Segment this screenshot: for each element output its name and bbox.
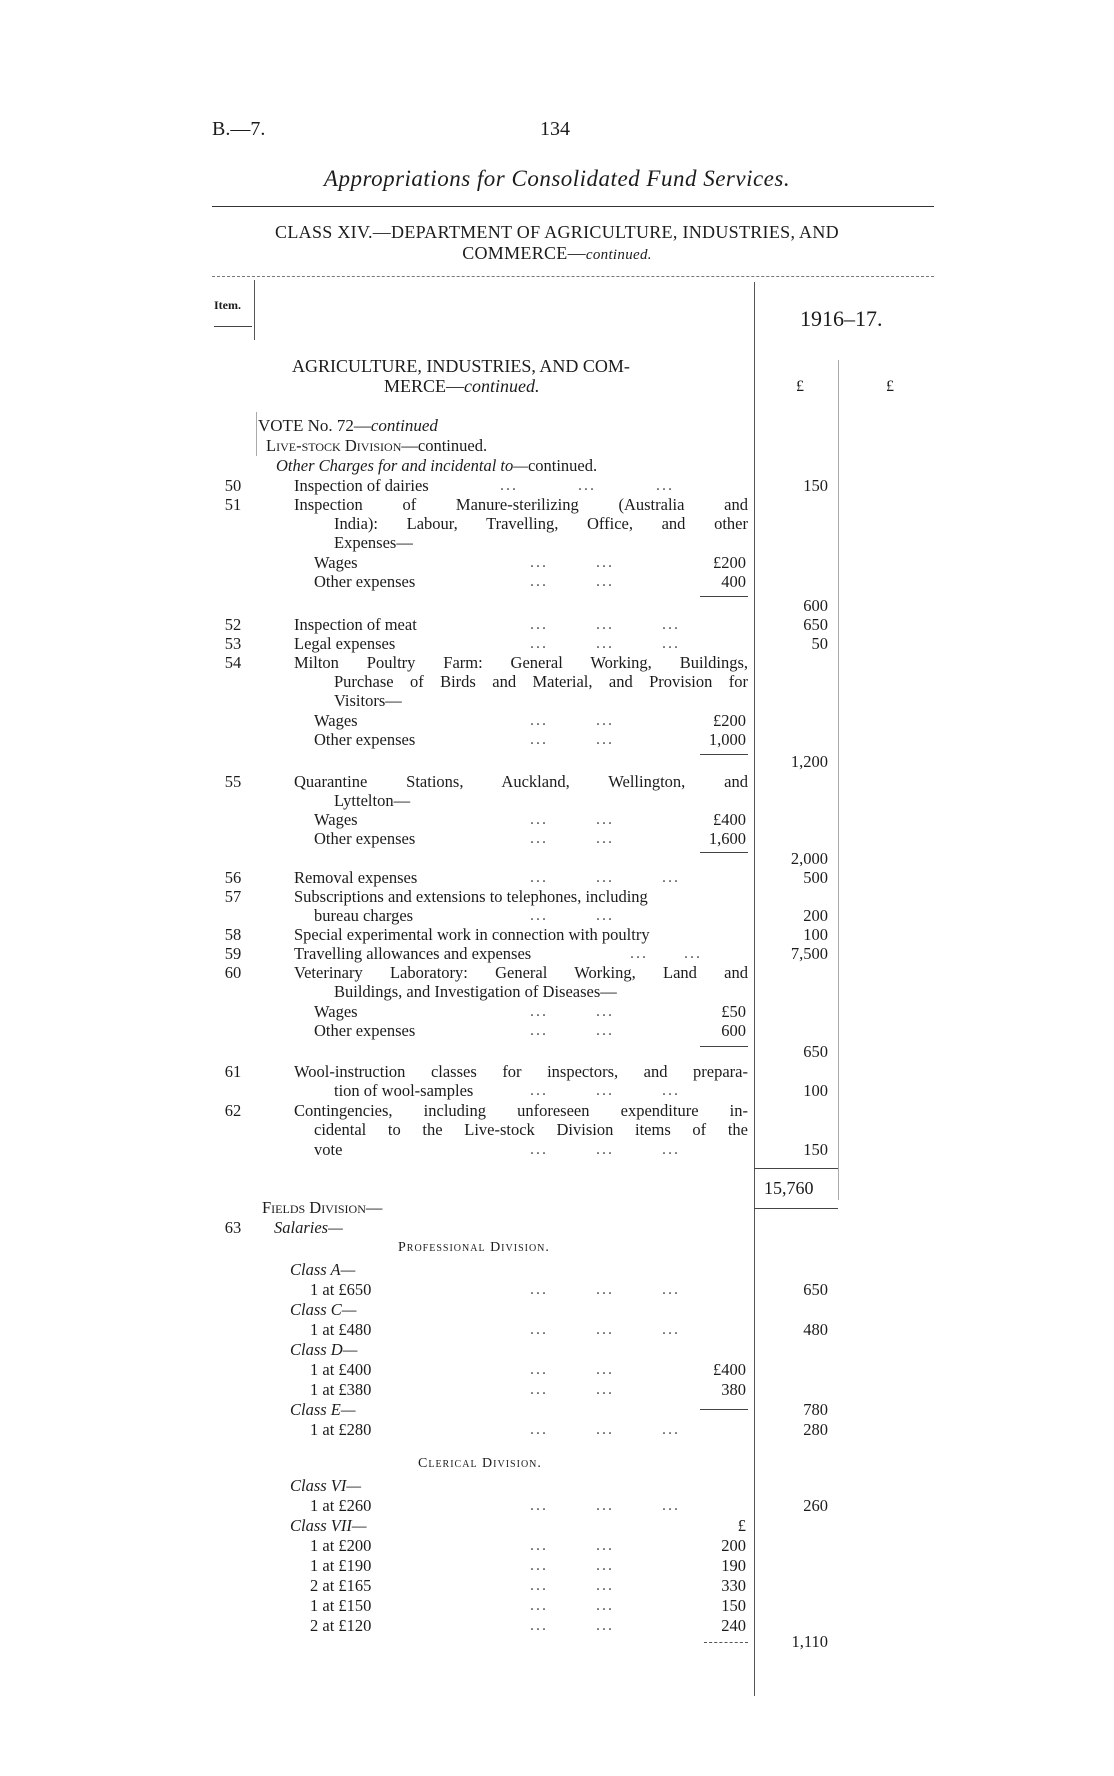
leader-dots-text: ... xyxy=(662,1497,680,1514)
leader-dots-text: ... xyxy=(596,907,614,924)
page-number: 134 xyxy=(540,118,570,140)
item-number: 57 xyxy=(224,887,242,906)
item-column-header: Item. xyxy=(214,298,241,312)
table-top-rule xyxy=(212,276,934,277)
leader-dots-text: ... xyxy=(656,477,674,494)
wages-amount: £400 xyxy=(713,810,746,829)
class-label: Class D— xyxy=(290,1340,358,1359)
salary-line: 1 at £260 xyxy=(310,1496,372,1515)
pound-column-divider xyxy=(838,360,839,1200)
item-number: 60 xyxy=(224,963,242,982)
header-rule xyxy=(212,206,934,207)
salaries-label: Salaries— xyxy=(274,1218,343,1237)
leader-dots-text: ... xyxy=(530,554,548,571)
item-description-line: India): Labour, Travelling, Office, and other xyxy=(334,514,748,533)
subtotal-amount: 200 xyxy=(721,1536,746,1555)
leader-dots-text: ... xyxy=(530,1321,548,1338)
total-bottom-rule xyxy=(754,1208,838,1209)
other-expenses-label: Other expenses xyxy=(314,1021,416,1040)
leader-dots-text: ... xyxy=(662,1141,680,1158)
leader-dots-text: ... xyxy=(530,1557,548,1574)
item-amount: 100 xyxy=(803,925,828,944)
salary-line: 1 at £200 xyxy=(310,1536,372,1555)
item-description-line: Buildings, and Investigation of Diseases— xyxy=(334,982,617,1001)
wages-label: Wages xyxy=(314,553,358,572)
item-amount: 780 xyxy=(803,1400,828,1419)
professional-division-heading: Professional Division. xyxy=(398,1240,550,1255)
leader-dots-text: ... xyxy=(578,477,596,494)
item-amount: 1,110 xyxy=(791,1632,828,1651)
leader-dots-text: ... xyxy=(530,635,548,652)
division-continued: continued. xyxy=(417,436,488,455)
leader-dots-text: ... xyxy=(530,1361,548,1378)
leader-dots-text: ... xyxy=(596,1497,614,1514)
class-title-line1: CLASS XIV.—DEPARTMENT OF AGRICULTURE, INDUSTRIES, AND xyxy=(275,222,839,242)
other-expenses-amount: 1,600 xyxy=(708,829,746,848)
total-top-rule xyxy=(754,1168,838,1169)
leader-dots-text: ... xyxy=(530,1577,548,1594)
leader-dots-text: ... xyxy=(596,1361,614,1378)
leader-dots-text: ... xyxy=(530,869,548,886)
leader-dots xyxy=(530,1360,614,1379)
leader-dots-text: ... xyxy=(596,1617,614,1634)
subtotal-rule xyxy=(700,852,748,853)
item-number: 59 xyxy=(224,944,242,963)
other-expenses-label: Other expenses xyxy=(314,829,416,848)
leader-dots-text: ... xyxy=(596,830,614,847)
leader-dots-text: ... xyxy=(596,1321,614,1338)
section-title-line1: AGRICULTURE, INDUSTRIES, AND COM- xyxy=(292,356,630,376)
leader-dots-text: ... xyxy=(530,1421,548,1438)
item-description-line: Quarantine Stations, Auckland, Wellington, and xyxy=(294,772,748,791)
item-description-line: Subscriptions and extensions to telephones, including xyxy=(294,887,648,906)
subtotal-rule xyxy=(700,1046,748,1047)
subtotal-amount: 190 xyxy=(721,1556,746,1575)
item-number: 53 xyxy=(224,634,242,653)
charges-label: Other Charges for and incidental to— xyxy=(276,456,528,475)
item-number: 55 xyxy=(224,772,242,791)
item-description-line: Lyttelton— xyxy=(334,791,411,810)
item-description: Legal expenses xyxy=(294,634,396,653)
section-title xyxy=(292,356,732,396)
division-heading xyxy=(266,436,487,455)
salary-line: 1 at £650 xyxy=(310,1280,372,1299)
wages-label: Wages xyxy=(314,1002,358,1021)
fields-division-label: Fields Division— xyxy=(262,1198,383,1217)
leader-dots-text: ... xyxy=(596,1421,614,1438)
leader-dots-text: ... xyxy=(596,616,614,633)
leader-dots xyxy=(530,1081,680,1100)
item-amount: 1,200 xyxy=(790,752,828,771)
item-description-line: Veterinary Laboratory: General Working, Land and xyxy=(294,963,748,982)
division-total: 15,760 xyxy=(764,1178,814,1198)
vote-label: VOTE No. 72— xyxy=(258,416,371,435)
leader-dots-text: ... xyxy=(530,1003,548,1020)
leader-dots xyxy=(530,810,614,829)
leader-dots-text: ... xyxy=(596,1141,614,1158)
leader-dots xyxy=(530,1616,614,1635)
charges-continued: continued. xyxy=(527,456,598,475)
leader-dots-text: ... xyxy=(596,1557,614,1574)
item-amount: 100 xyxy=(803,1081,828,1100)
item-amount: 50 xyxy=(811,634,828,653)
currency-header-2: £ xyxy=(886,378,894,395)
leader-dots-text: ... xyxy=(662,635,680,652)
leader-dots-text: ... xyxy=(662,869,680,886)
leader-dots-text: ... xyxy=(596,811,614,828)
wages-amount: £200 xyxy=(713,553,746,572)
leader-dots-text: ... xyxy=(530,1022,548,1039)
class-label: Class A— xyxy=(290,1260,356,1279)
item-description-line: Inspection of Manure-sterilizing (Australia and xyxy=(294,495,748,514)
leader-dots xyxy=(530,1556,614,1575)
leader-dots-text: ... xyxy=(596,1082,614,1099)
item-description-line: vote xyxy=(314,1140,343,1159)
leader-dots-text: ... xyxy=(662,1082,680,1099)
vote-bracket xyxy=(256,412,257,456)
item-number: 63 xyxy=(224,1218,242,1237)
leader-dots xyxy=(530,730,614,749)
item-amount: 150 xyxy=(803,476,828,495)
leader-dots-text: ... xyxy=(596,1381,614,1398)
other-expenses-amount: 1,000 xyxy=(708,730,746,749)
item-description-line: Wool-instruction classes for inspectors, and prepara- xyxy=(294,1062,748,1081)
leader-dots-text: ... xyxy=(530,1617,548,1634)
item-description: Inspection of meat xyxy=(294,615,417,634)
leader-dots xyxy=(530,829,614,848)
leader-dots xyxy=(530,615,680,634)
subtotal-rule xyxy=(704,1642,748,1643)
leader-dots-text: ... xyxy=(596,712,614,729)
salary-line: 2 at £120 xyxy=(310,1616,372,1635)
leader-dots xyxy=(630,944,702,963)
leader-dots-text: ... xyxy=(530,1497,548,1514)
leader-dots xyxy=(530,1420,680,1439)
leader-dots-text: ... xyxy=(662,1281,680,1298)
other-expenses-amount: 600 xyxy=(721,1021,746,1040)
item-amount: 2,000 xyxy=(790,849,828,868)
item-description-line: tion of wool-samples xyxy=(334,1081,474,1100)
salary-line: 1 at £190 xyxy=(310,1556,372,1575)
vote-continued: continued xyxy=(370,416,438,435)
wages-amount: £50 xyxy=(721,1002,746,1021)
item-amount: 650 xyxy=(803,1042,828,1061)
leader-dots xyxy=(530,1140,680,1159)
other-expenses-label: Other expenses xyxy=(314,572,416,591)
salary-line: 1 at £380 xyxy=(310,1380,372,1399)
currency-marker: £ xyxy=(737,1516,746,1535)
salary-line: 1 at £480 xyxy=(310,1320,372,1339)
item-description-line: bureau charges xyxy=(314,906,414,925)
leader-dots xyxy=(530,1576,614,1595)
leader-dots-text: ... xyxy=(596,731,614,748)
leader-dots-text: ... xyxy=(530,907,548,924)
class-label: Class E— xyxy=(290,1400,356,1419)
salary-line: 1 at £150 xyxy=(310,1596,372,1615)
document-reference: B.—7. xyxy=(212,118,266,140)
leader-dots-text: ... xyxy=(596,554,614,571)
leader-dots-text: ... xyxy=(596,1281,614,1298)
leader-dots xyxy=(530,906,614,925)
leader-dots xyxy=(530,572,614,591)
item-amount: 200 xyxy=(803,906,828,925)
leader-dots-text: ... xyxy=(662,616,680,633)
item-number: 52 xyxy=(224,615,242,634)
leader-dots-text: ... xyxy=(662,1321,680,1338)
item-number: 58 xyxy=(224,925,242,944)
class-title xyxy=(0,222,1114,266)
leader-dots-text: ... xyxy=(530,1281,548,1298)
item-amount: 650 xyxy=(803,1280,828,1299)
division-label: Live-stock Division— xyxy=(266,436,418,455)
leader-dots-text: ... xyxy=(530,731,548,748)
leader-dots-text: ... xyxy=(596,1003,614,1020)
item-amount: 7,500 xyxy=(790,944,828,963)
leader-dots xyxy=(530,553,614,572)
item-description: Travelling allowances and expenses xyxy=(294,944,532,963)
leader-dots-text: ... xyxy=(530,1597,548,1614)
subtotal-rule xyxy=(700,754,748,755)
other-expenses-label: Other expenses xyxy=(314,730,416,749)
item-description: Special experimental work in connection with poultry xyxy=(294,925,650,944)
leader-dots-text: ... xyxy=(630,945,648,962)
item-amount: 150 xyxy=(803,1140,828,1159)
class-label: Class C— xyxy=(290,1300,357,1319)
leader-dots-text: ... xyxy=(500,477,518,494)
item-amount: 500 xyxy=(803,868,828,887)
charges-heading xyxy=(276,456,597,475)
item-description-line: cidental to the Live-stock Division items of the xyxy=(314,1120,748,1139)
item-amount: 280 xyxy=(803,1420,828,1439)
leader-dots xyxy=(530,1596,614,1615)
subtotal-rule xyxy=(700,1409,748,1410)
item-description-line: Visitors— xyxy=(334,691,402,710)
item-description-line: Milton Poultry Farm: General Working, Buildings, xyxy=(294,653,748,672)
item-description: Removal expenses xyxy=(294,868,418,887)
leader-dots xyxy=(530,1002,614,1021)
year-column-header: 1916–17. xyxy=(800,306,883,331)
leader-dots-text: ... xyxy=(530,830,548,847)
fields-division-heading xyxy=(262,1198,382,1217)
wages-label: Wages xyxy=(314,810,358,829)
leader-dots xyxy=(500,476,674,495)
amount-column-divider xyxy=(754,282,755,1696)
leader-dots-text: ... xyxy=(530,1381,548,1398)
item-number: 50 xyxy=(224,476,242,495)
leader-dots-text: ... xyxy=(662,1421,680,1438)
item-amount: 480 xyxy=(803,1320,828,1339)
subtotal-amount: 240 xyxy=(721,1616,746,1635)
item-description-line: Purchase of Birds and Material, and Provision for xyxy=(334,672,748,691)
item-column-divider xyxy=(254,280,255,340)
class-title-continued: continued. xyxy=(585,247,652,263)
item-number: 54 xyxy=(224,653,242,672)
leader-dots xyxy=(530,1320,680,1339)
clerical-division-heading: Clerical Division. xyxy=(418,1456,542,1471)
item-number: 56 xyxy=(224,868,242,887)
item-amount: 260 xyxy=(803,1496,828,1515)
subtotal-amount: 380 xyxy=(721,1380,746,1399)
currency-header-1: £ xyxy=(796,378,804,395)
subtotal-amount: 150 xyxy=(721,1596,746,1615)
subtotal-rule xyxy=(700,596,748,597)
salary-line: 1 at £400 xyxy=(310,1360,372,1379)
leader-dots-text: ... xyxy=(596,869,614,886)
leader-dots xyxy=(530,1021,614,1040)
subtotal-amount: £400 xyxy=(713,1360,746,1379)
leader-dots-text: ... xyxy=(530,712,548,729)
leader-dots xyxy=(530,1536,614,1555)
item-number: 61 xyxy=(224,1062,242,1081)
leader-dots-text: ... xyxy=(530,811,548,828)
leader-dots xyxy=(530,1280,680,1299)
leader-dots-text: ... xyxy=(530,1141,548,1158)
item-number: 51 xyxy=(224,495,242,514)
vote-heading xyxy=(258,416,438,435)
leader-dots-text: ... xyxy=(596,635,614,652)
leader-dots xyxy=(530,868,680,887)
salary-line: 2 at £165 xyxy=(310,1576,372,1595)
leader-dots-text: ... xyxy=(596,1022,614,1039)
item-description: Inspection of dairies xyxy=(294,476,429,495)
class-title-line2: COMMERCE— xyxy=(462,243,586,263)
section-title-line2: MERCE— xyxy=(384,376,465,396)
page-subtitle: Appropriations for Consolidated Fund Services. xyxy=(323,166,791,191)
item-amount: 650 xyxy=(803,615,828,634)
leader-dots-text: ... xyxy=(530,573,548,590)
leader-dots-text: ... xyxy=(596,1577,614,1594)
leader-dots xyxy=(530,711,614,730)
leader-dots xyxy=(530,634,680,653)
class-label: Class VII— xyxy=(290,1516,367,1535)
leader-dots-text: ... xyxy=(596,573,614,590)
wages-amount: £200 xyxy=(713,711,746,730)
salary-line: 1 at £280 xyxy=(310,1420,372,1439)
item-header-underline xyxy=(214,326,252,327)
item-amount: 600 xyxy=(803,596,828,615)
item-number: 62 xyxy=(224,1101,242,1120)
item-description-line: Expenses— xyxy=(334,533,413,552)
leader-dots-text: ... xyxy=(530,616,548,633)
section-title-continued: continued. xyxy=(464,376,540,396)
subtotal-amount: 330 xyxy=(721,1576,746,1595)
leader-dots xyxy=(530,1496,680,1515)
leader-dots-text: ... xyxy=(596,1597,614,1614)
other-expenses-amount: 400 xyxy=(721,572,746,591)
class-label: Class VI— xyxy=(290,1476,362,1495)
leader-dots-text: ... xyxy=(596,1537,614,1554)
leader-dots-text: ... xyxy=(530,1537,548,1554)
leader-dots-text: ... xyxy=(530,1082,548,1099)
item-description-line: Contingencies, including unforeseen expenditure in- xyxy=(294,1101,748,1120)
leader-dots xyxy=(530,1380,614,1399)
leader-dots-text: ... xyxy=(684,945,702,962)
wages-label: Wages xyxy=(314,711,358,730)
